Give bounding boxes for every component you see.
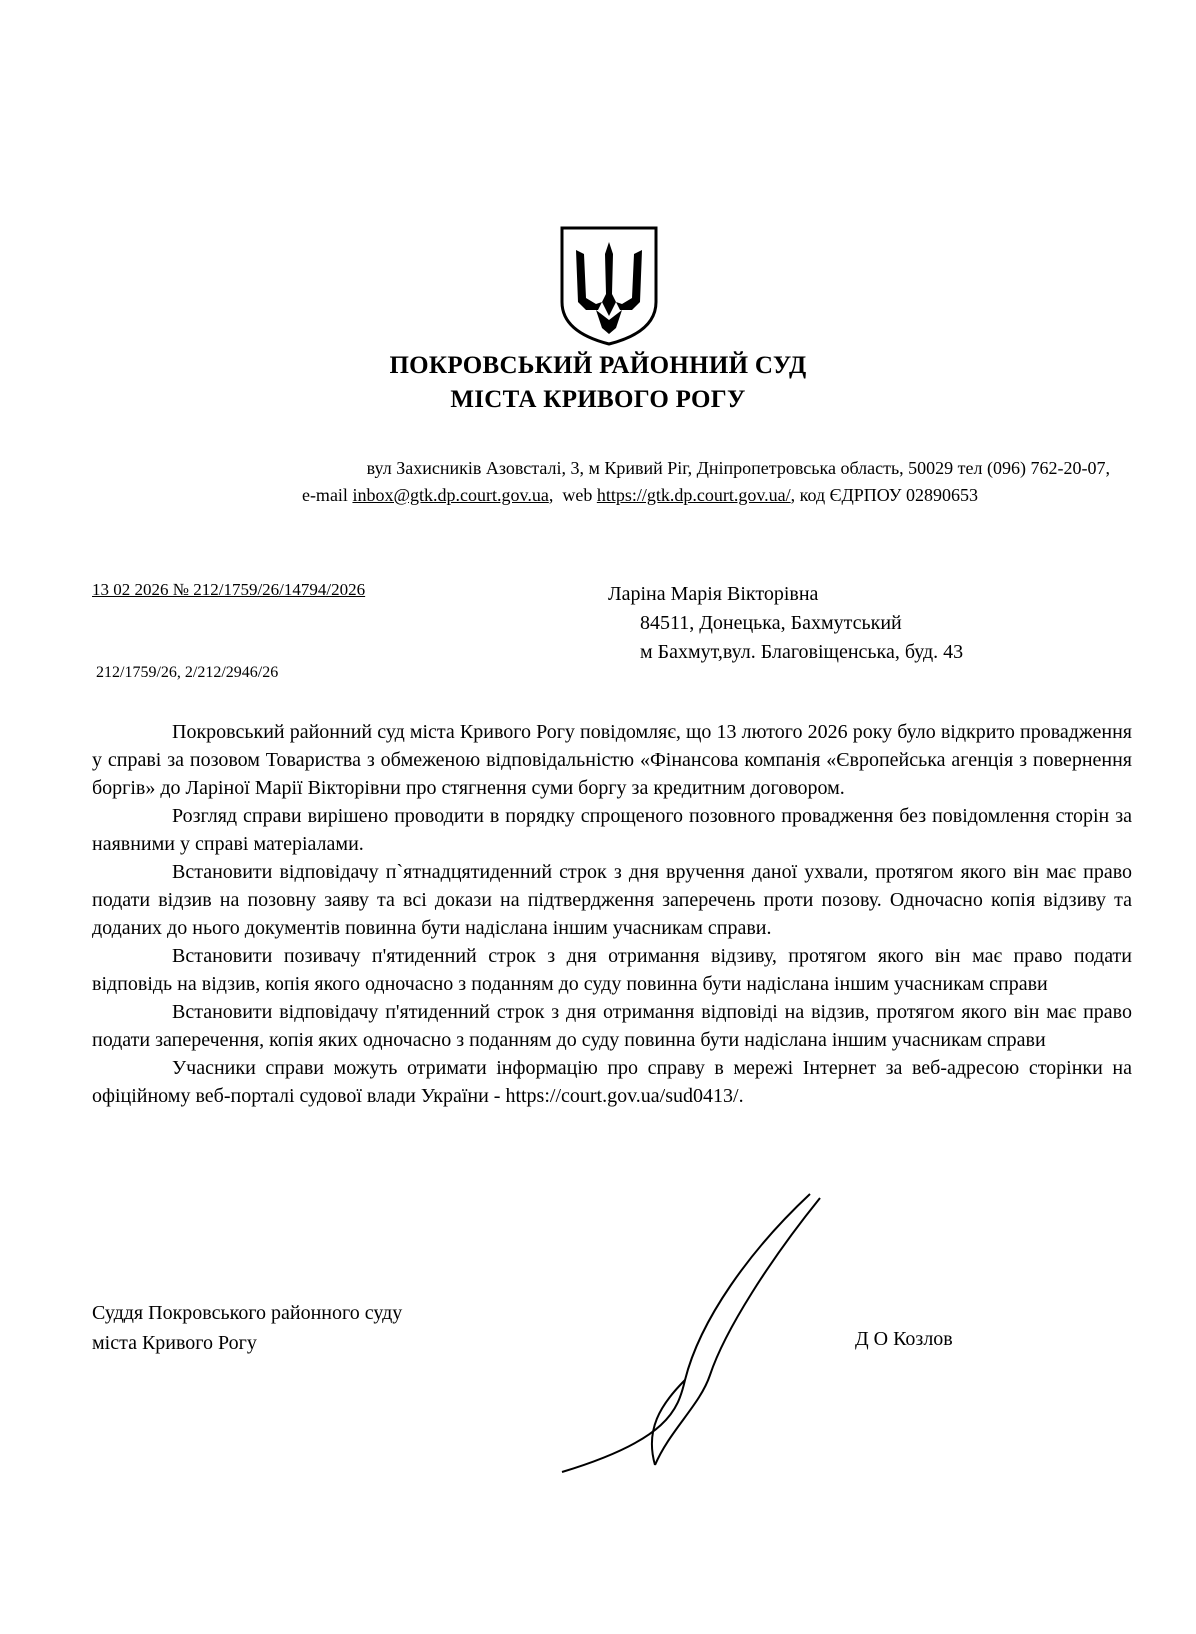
- web-link[interactable]: https://gtk.dp.court.gov.ua/: [596, 485, 791, 505]
- address-line: вул Захисників Азовсталі, 3, м Кривий Ріг, Дніпропетровська область, 50029 тел (096) 762-20-07,: [366, 458, 1110, 478]
- case-numbers: 212/1759/26, 2/212/2946/26: [96, 664, 279, 681]
- court-name-line1: ПОКРОВСЬКИЙ РАЙОННИЙ СУД: [389, 352, 807, 379]
- paragraph: Встановити позивачу п'ятиденний строк з дня отримання відзиву, протягом якого він має право подати відповідь на відзив, копія якого одночасно з поданням до суду повинна бути надіслана іншим учасникам справи: [92, 945, 1132, 995]
- judge-title-line2: міста Кривого Рогу: [92, 1332, 257, 1354]
- recipient-name: Ларіна Марія Вікторівна: [608, 583, 819, 605]
- email-link[interactable]: inbox@gtk.dp.court.gov.ua: [352, 485, 549, 505]
- web-label: web: [562, 485, 593, 505]
- recipient-block: [608, 580, 963, 667]
- paragraph: Встановити відповідачу п'ятиденний строк з дня отримання відповіді на відзив, протягом якого він має право подати заперечення, копія яких одночасно з поданням до суду повинна бути надіслана іншим учасникам справи: [92, 1001, 1132, 1051]
- contacts-line: e-mail inbox@gtk.dp.court.gov.ua, web https://gtk.dp.court.gov.ua/, код ЄДРПОУ 02890653: [301, 485, 979, 505]
- email-label: e-mail: [301, 485, 348, 505]
- recipient-address-line1: 84511, Донецька, Бахмутський: [640, 612, 902, 634]
- court-address: [130, 455, 1110, 509]
- paragraph: Встановити відповідачу п`ятнадцятиденний строк з дня вручення даної ухвали, протягом якого він має право подати відзив на позовну заяву та всі докази на підтвердження заперечень проти позову. Одночасно копія відзиву та доданих до нього документів повинна бути надіслана іншим учасникам справи.: [92, 861, 1132, 939]
- paragraph: Учасники справи можуть отримати інформацію про справу в мережі Інтернет за веб-адресою сторінки на офіційному веб-порталі судової влади України - https://court.gov.ua/sud0413/.: [92, 1057, 1132, 1107]
- judge-title: [92, 1298, 402, 1358]
- court-name-line2: МІСТА КРИВОГО РОГУ: [450, 386, 746, 413]
- recipient-address-line2: м Бахмут,вул. Благовіщенська, буд. 43: [640, 641, 964, 663]
- judge-title-line1: Суддя Покровського районного суду: [92, 1302, 403, 1324]
- handwritten-signature-icon: [550, 1190, 850, 1490]
- letter-body: [92, 718, 1132, 1110]
- paragraph: Розгляд справи вирішено проводити в порядку спрощеного позовного провадження без повідомлення сторін за наявними у справі матеріалами.: [92, 805, 1132, 855]
- judge-name: Д О Козлов: [855, 1328, 953, 1350]
- edrpou-code: код ЄДРПОУ 02890653: [799, 485, 979, 505]
- coat-of-arms-icon: [556, 224, 662, 346]
- outgoing-reference: 13 02 2026 № 212/1759/26/14794/2026: [92, 580, 366, 599]
- paragraph: Покровський районний суд міста Кривого Рогу повідомляє, що 13 лютого 2026 року було відкрито провадження у справі за позовом Товариства з обмеженою відповідальністю «Фінансова компанія «Європейська агенція з повернення боргів» до Ларіної Марії Вікторівни про стягнення суми боргу за кредитним договором.: [92, 721, 1132, 799]
